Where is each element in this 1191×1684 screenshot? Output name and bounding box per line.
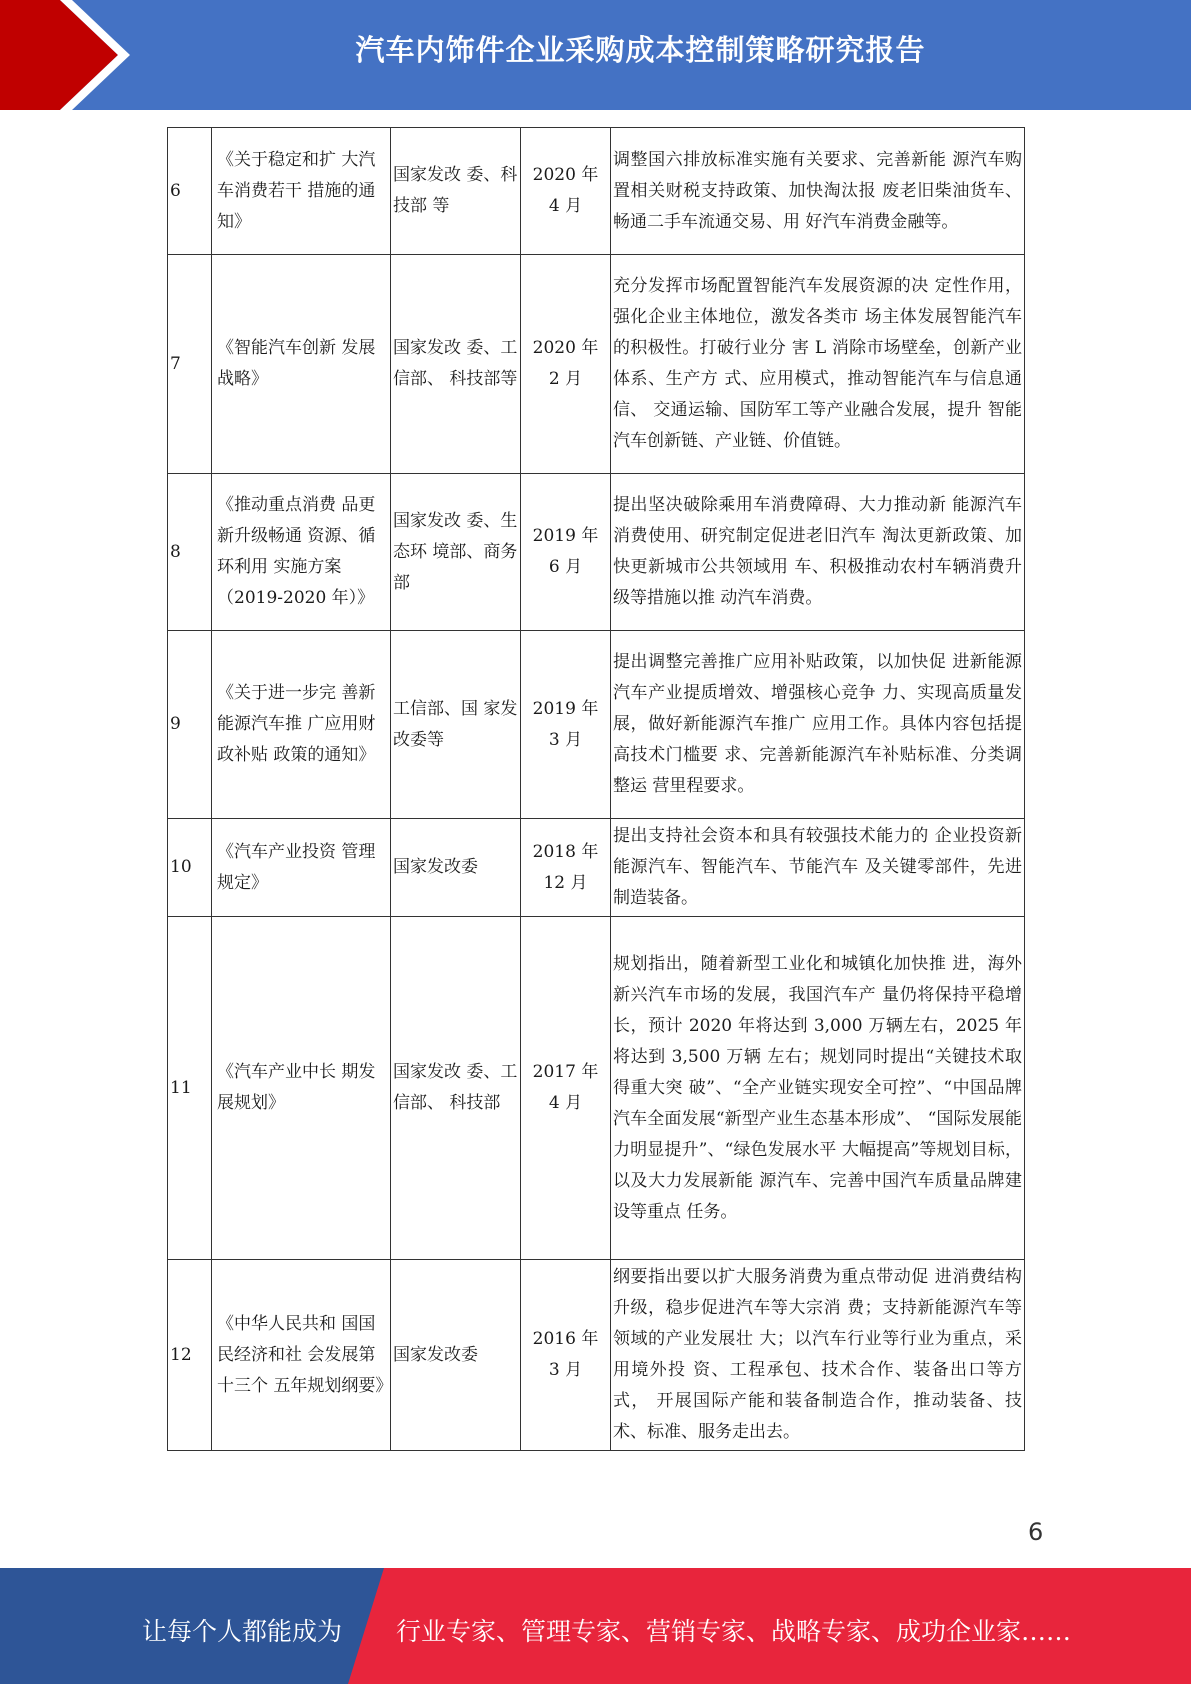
policy-name: 《关于进一步完 善新能源汽车推 广应用财政补贴 政策的通知》	[212, 631, 391, 819]
issuing-department: 工信部、国 家发改委等	[391, 631, 521, 819]
policy-content: 提出调整完善推广应用补贴政策，以加快促 进新能源汽车产业提质增效、增强核心竞争 力、实现高质量发展，做好新能源汽车推广 应用工作。具体内容包括提高技术门槛要 求、完善新能源汽车补贴标准、分类调整运 营里程要求。	[611, 631, 1025, 819]
issue-date	[521, 255, 611, 474]
table-row	[168, 1260, 1025, 1451]
policy-name: 《关于稳定和扩 大汽车消费若干 措施的通知》	[212, 128, 391, 255]
issue-year: 2019 年	[532, 698, 599, 719]
policy-name: 《汽车产业中长 期发展规划》	[212, 917, 391, 1260]
page-header	[0, 0, 1191, 110]
policy-name: 《汽车产业投资 管理规定》	[212, 819, 391, 917]
issuing-department: 国家发改 委、工信部、 科技部	[391, 917, 521, 1260]
issue-month: 12 月	[543, 872, 588, 893]
policy-name: 《推动重点消费 品更新升级畅通 资源、循环利用 实施方案（2019-2020 年）》	[212, 474, 391, 631]
row-number: 11	[168, 917, 212, 1260]
row-number: 7	[168, 255, 212, 474]
issue-year: 2020 年	[532, 338, 599, 358]
policy-content: 调整国六排放标准实施有关要求、完善新能 源汽车购置相关财税支持政策、加快淘汰报 废老旧柴油货车、畅通二手车流通交易、用 好汽车消费金融等。	[611, 128, 1025, 255]
row-number: 6	[168, 128, 212, 255]
issue-date	[521, 819, 611, 917]
issuing-department: 国家发改 委、生态环 境部、商务 部	[391, 474, 521, 631]
table-row	[168, 631, 1025, 819]
issuing-department: 国家发改 委、工信部、 科技部等	[391, 255, 521, 474]
table-row	[168, 819, 1025, 917]
issue-year: 2016 年	[532, 1329, 599, 1349]
page-number: 6	[1028, 1518, 1044, 1546]
row-number: 10	[168, 819, 212, 917]
page-footer	[0, 1568, 1191, 1684]
document-title: 汽车内饰件企业采购成本控制策略研究报告	[355, 33, 926, 67]
issue-month: 4 月	[548, 196, 583, 216]
footer-slogan-right: 行业专家、管理专家、营销专家、战略专家、成功企业家……	[396, 1617, 1072, 1646]
issue-month: 3 月	[548, 1360, 583, 1380]
footer-slogan-left: 让每个人都能成为	[142, 1617, 343, 1646]
table-row	[168, 128, 1025, 255]
policy-content: 充分发挥市场配置智能汽车发展资源的决 定性作用，强化企业主体地位，激发各类市 场主体发展智能汽车的积极性。打破行业分 害 L 消除市场壁垒，创新产业体系、生产方 式、应用模式，推动智能汽车与信息通信、 交通运输、国防军工等产业融合发展，提升 智能汽车创新链、产业链、价值链。	[611, 255, 1025, 474]
issue-year: 2017 年	[532, 1062, 599, 1082]
issue-month: 6 月	[548, 557, 583, 577]
issue-month: 2 月	[548, 369, 583, 389]
policy-content: 提出支持社会资本和具有较强技术能力的 企业投资新能源汽车、智能汽车、节能汽车 及关键零部件，先进制造装备。	[611, 819, 1025, 917]
policy-name: 《智能汽车创新 发展战略》	[212, 255, 391, 474]
issue-date	[521, 1260, 611, 1451]
policy-table	[167, 127, 1025, 1451]
issue-date	[521, 474, 611, 631]
row-number: 12	[168, 1260, 212, 1451]
table-row	[168, 474, 1025, 631]
policy-name: 《中华人民共和 国国民经济和社 会发展第十三个 五年规划纲要》	[212, 1260, 391, 1451]
issuing-department: 国家发改委	[391, 1260, 521, 1451]
row-number: 8	[168, 474, 212, 631]
issue-month: 4 月	[548, 1093, 583, 1113]
issuing-department: 国家发改委	[391, 819, 521, 917]
policy-content: 纲要指出要以扩大服务消费为重点带动促 进消费结构升级，稳步促进汽车等大宗消 费；支持新能源汽车等领域的产业发展壮 大；以汽车行业等行业为重点，采用境外投 资、工程承包、技术合作、装备出口等方式， 开展国际产能和装备制造合作，推动装备、技术、标准、服务走出去。	[611, 1260, 1025, 1451]
issue-year: 2019 年	[532, 526, 599, 546]
policy-content: 提出坚决破除乘用车消费障碍、大力推动新 能源汽车消费使用、研究制定促进老旧汽车 淘汰更新政策、加快更新城市公共领域用 车、积极推动农村车辆消费升级等措施以推 动汽车消费。	[611, 474, 1025, 631]
issue-date	[521, 917, 611, 1260]
table-row	[168, 917, 1025, 1260]
header-arrow-decoration	[0, 0, 150, 110]
issue-date	[521, 631, 611, 819]
issue-date	[521, 128, 611, 255]
row-number: 9	[168, 631, 212, 819]
issue-month: 3 月	[548, 729, 583, 750]
issue-year: 2018 年	[532, 841, 599, 862]
table-row	[168, 255, 1025, 474]
issue-year: 2020 年	[532, 165, 599, 185]
issuing-department: 国家发改 委、科技部 等	[391, 128, 521, 255]
policy-content: 规划指出，随着新型工业化和城镇化加快推 进，海外新兴汽车市场的发展，我国汽车产 量仍将保持平稳增长，预计 2020 年将达到 3,000 万辆左右，2025 年将达到 3,500 万辆 左右；规划同时提出“关键技术取得重大突 破”、“全产业链实现安全可控”、“中国品牌 汽车全面发展“新型产业生态基本形成”、 “国际发展能力明显提升”、“绿色发展水平 大幅提高”等规划目标，以及大力发展新能 源汽车、完善中国汽车质量品牌建设等重点 任务。	[611, 917, 1025, 1260]
